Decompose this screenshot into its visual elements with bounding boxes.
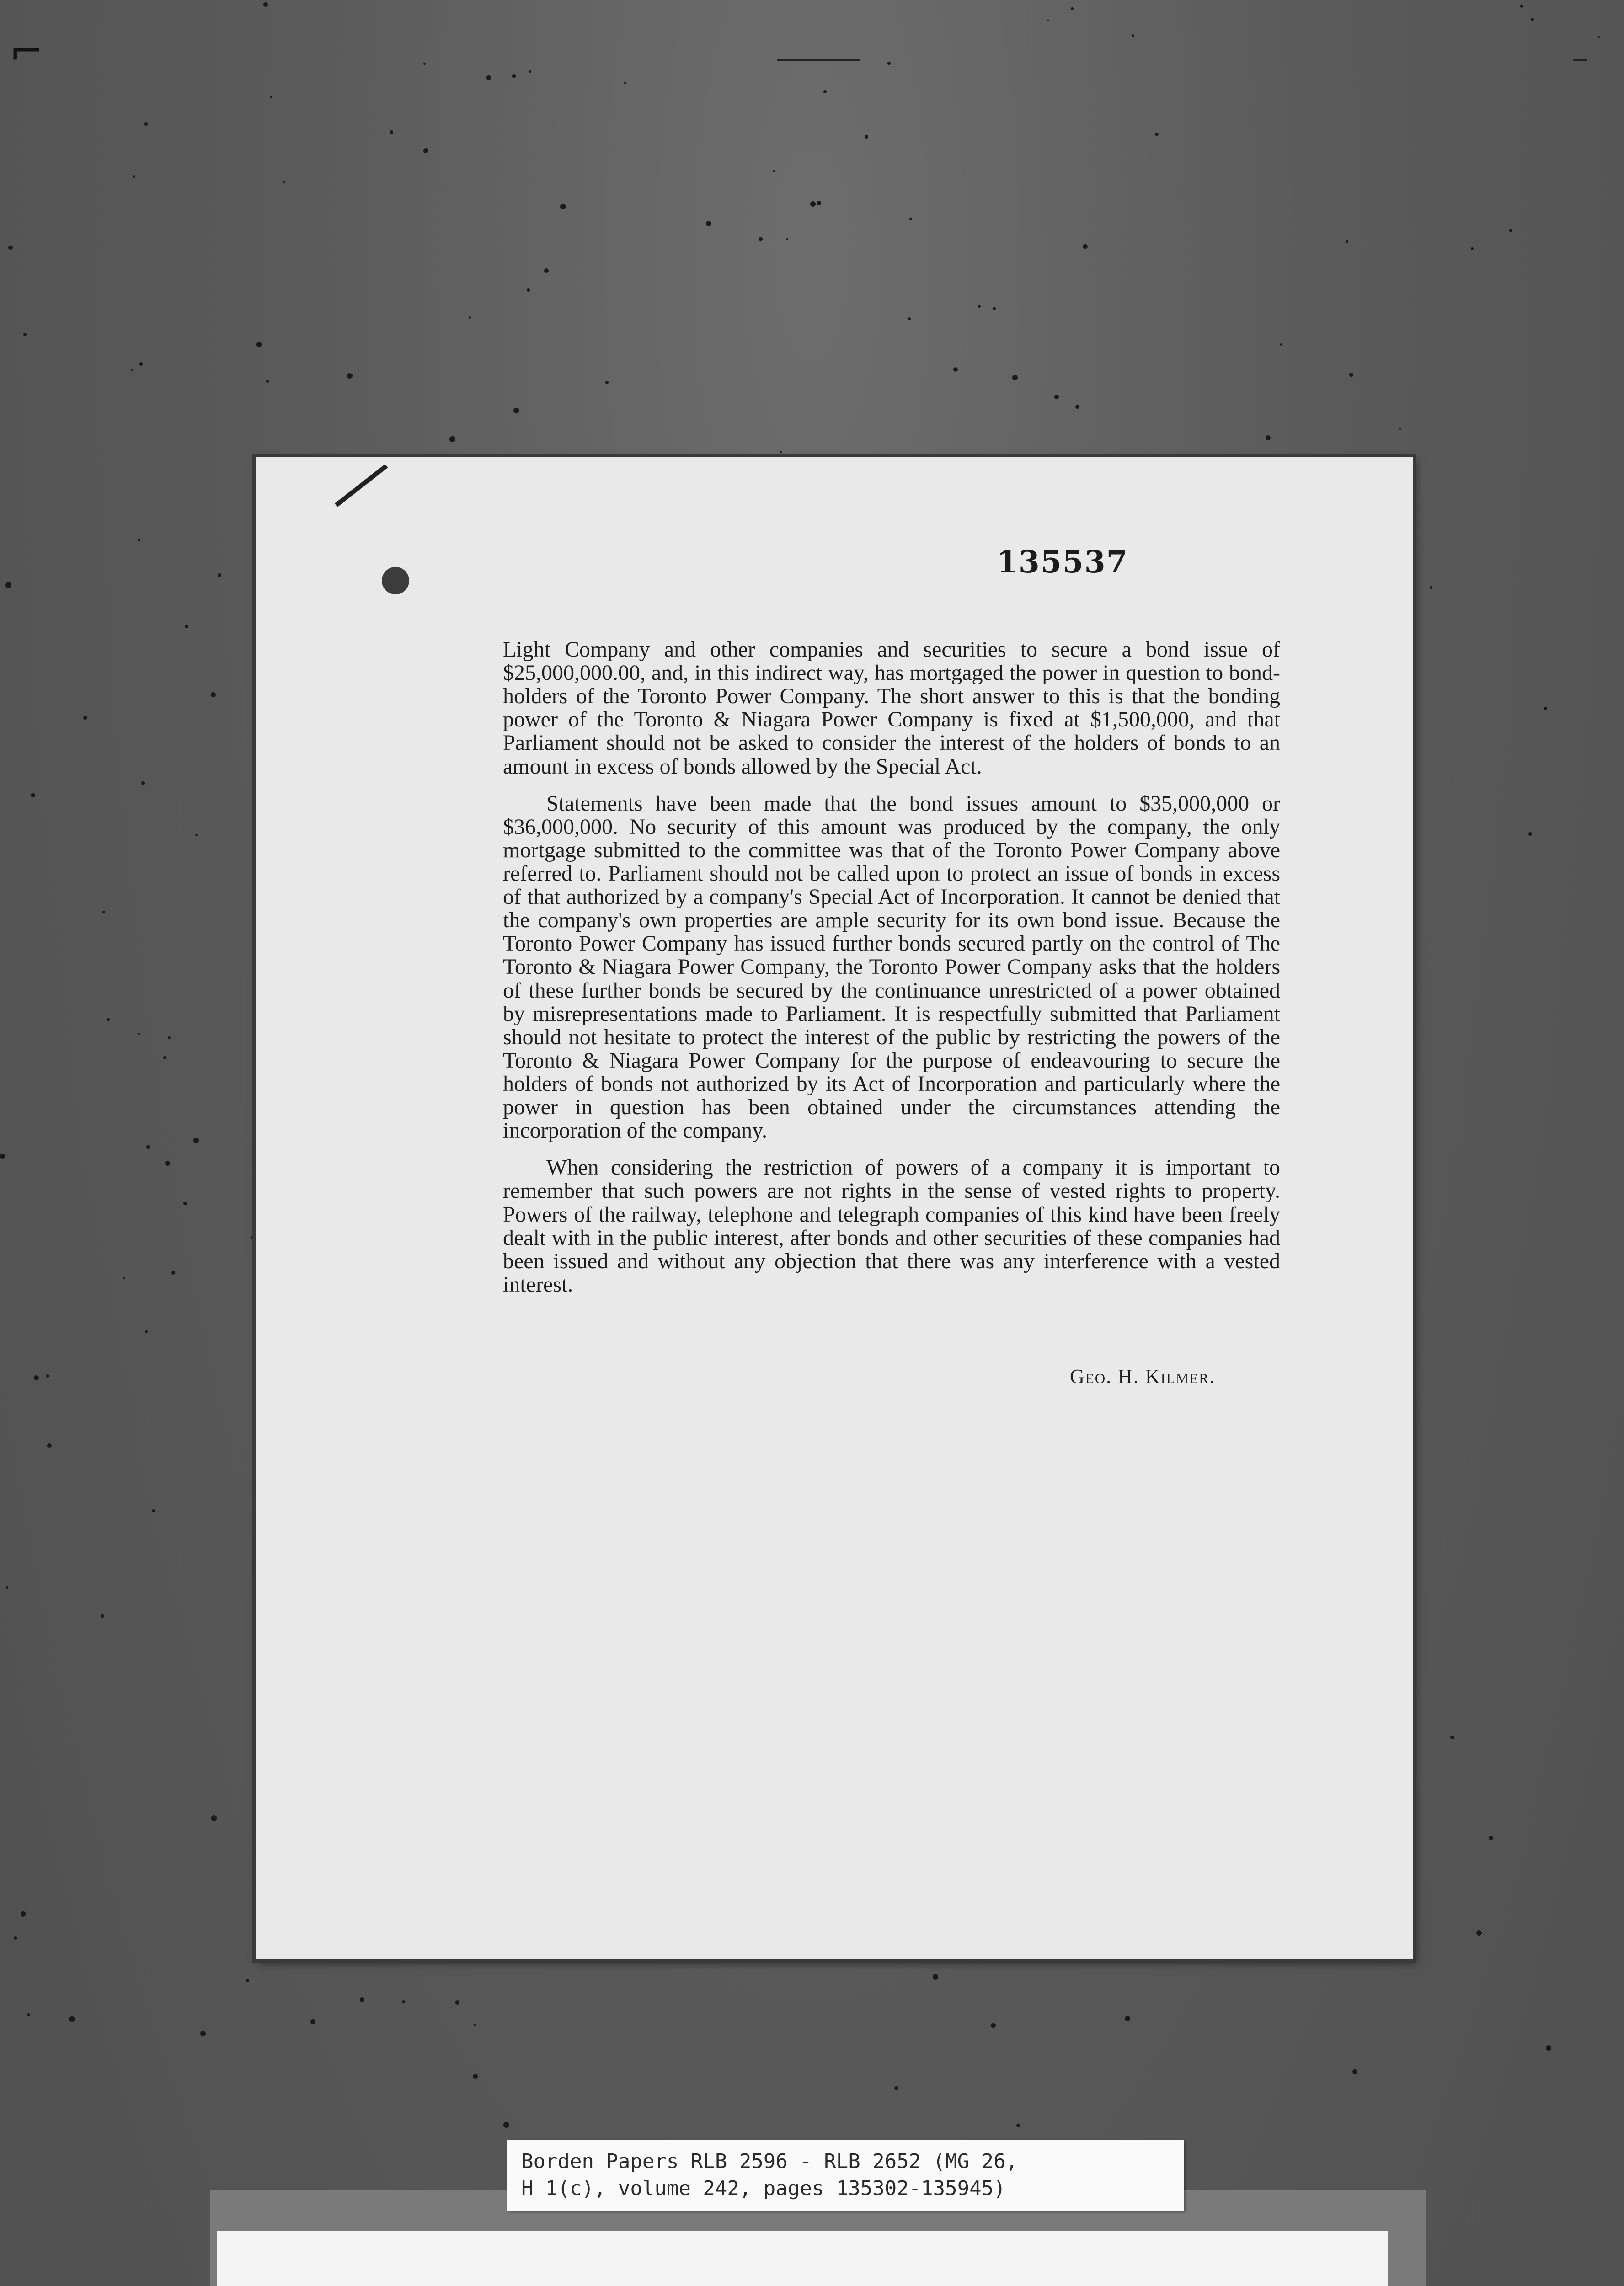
film-speck — [1450, 1736, 1454, 1739]
film-speck — [1266, 435, 1271, 440]
film-speck — [908, 317, 911, 321]
film-speck — [256, 342, 262, 347]
film-speck — [101, 1614, 104, 1618]
film-speck — [5, 582, 11, 588]
film-speck — [8, 246, 13, 250]
film-speck — [759, 237, 762, 241]
film-speck — [706, 221, 711, 226]
film-speck — [605, 381, 609, 384]
film-speck — [266, 380, 269, 383]
film-speck — [449, 436, 455, 442]
film-speck — [31, 793, 35, 798]
film-speck — [1509, 229, 1512, 232]
film-speck — [1122, 1961, 1124, 1963]
film-speck — [1016, 2124, 1020, 2127]
film-speck — [310, 2019, 315, 2024]
film-speck — [1054, 395, 1059, 399]
film-speck — [933, 1974, 939, 1980]
film-speck — [23, 333, 27, 336]
film-speck — [141, 781, 145, 785]
film-speck — [123, 1277, 125, 1279]
film-speck — [133, 175, 135, 178]
film-speck — [211, 692, 216, 697]
film-speck — [1528, 832, 1532, 836]
film-speck — [909, 218, 912, 220]
film-speck — [402, 2000, 405, 2003]
film-speck — [246, 1979, 249, 1982]
film-speck — [263, 2, 268, 7]
film-speck — [1083, 244, 1088, 249]
film-speck — [455, 2000, 460, 2005]
film-speck — [1476, 1930, 1482, 1936]
film-edge-mark — [777, 59, 860, 61]
film-speck — [1544, 707, 1547, 710]
film-speck — [102, 911, 105, 913]
film-speck — [810, 201, 816, 207]
film-speck — [283, 181, 285, 183]
film-speck — [469, 316, 471, 319]
film-speck — [200, 2031, 206, 2036]
film-speck — [993, 307, 996, 310]
film-speck — [1346, 240, 1348, 243]
film-speck — [1132, 34, 1134, 37]
film-speck — [865, 135, 868, 139]
film-speck — [773, 170, 775, 172]
film-speck — [171, 1271, 175, 1275]
film-speck — [183, 1202, 187, 1205]
film-speck — [1075, 405, 1079, 409]
film-edge-mark — [1573, 59, 1587, 61]
film-speck — [195, 834, 198, 836]
paragraph-2: Statements have been made that the bond issues amount to $35,000,000 or $36,000,000. No security of this amount was produced by the company, the only mortgage submitted to the committee was that of the Toronto Power Company above referred to. Parliament should not be called upon to protect an issue of bonds in excess of that authorized by a company's Special Act of Incorporation. It cannot be denied that the company's own properties are ample security for its own bond issue. Because the Toronto Power Company has issued further bonds secured partly on the control of The Toronto & Niagara Power Company, the Toronto Power Company asks that the holders of these further bonds be secured by the continuance unrestricted of a power obtained by misrepresentations made to Parliament. It is respectfully submitted that Parliament should not hesitate to protect the interest of the public by restricting the powers of the Toronto & Niagara Power Company for the purpose of endeavouring to secure the holders of bonds not authorized by its Act of Incorporation and particularly where the power in question has been obtained under the circumstances attending the incorporation of the company. — [503, 791, 1280, 1143]
film-speck — [503, 2122, 509, 2128]
film-speck — [560, 204, 566, 209]
film-speck — [544, 268, 549, 273]
film-speck — [894, 2086, 898, 2090]
paragraph-1: Light Company and other companies and securities to secure a bond issue of $25,000,000.00, and, in this indirect way, has mortgaged the power in question to bond-holders of the Toronto Power Company. The short answer to this is that the bonding power of the Toronto & Niagara Power Company is fixed at $1,500,000, and that Parliament should not be asked to consider the interest of the holders of bonds to an amount in excess of bonds allowed by the Special Act. — [503, 637, 1280, 779]
film-speck — [185, 625, 188, 628]
film-speck — [83, 716, 87, 720]
film-corner-mark: ⌐ — [9, 27, 44, 75]
film-speck — [21, 1911, 26, 1917]
film-speck — [193, 1138, 199, 1143]
film-speck — [165, 1161, 170, 1166]
reference-line-1: Borden Papers RLB 2596 - RLB 2652 (MG 26, — [521, 2150, 1018, 2173]
archives-card — [217, 2231, 1388, 2286]
film-speck — [513, 408, 519, 413]
film-speck — [1531, 18, 1534, 21]
paragraph-3: When considering the restriction of powers of a company it is important to remember that such powers are not rights in the sense of vested rights to property. Powers of the railway, telephone and telegraph companies of this kind have been freely dealt with in the public interest, after bonds and other securities of these companies had been issued and without any objection that there was any interference with a vested interest. — [503, 1155, 1280, 1297]
film-speck — [473, 2074, 478, 2079]
film-speck — [69, 2016, 75, 2022]
film-speck — [1546, 2045, 1551, 2051]
film-speck — [347, 373, 353, 379]
film-speck — [390, 130, 393, 134]
film-speck — [991, 2023, 995, 2028]
page-number: 135537 — [997, 544, 1128, 580]
film-speck — [270, 96, 272, 98]
film-speck — [512, 74, 516, 78]
film-speck — [47, 1443, 52, 1448]
film-speck — [529, 70, 531, 73]
film-speck — [978, 305, 980, 308]
film-speck — [138, 1033, 140, 1035]
film-speck — [360, 1997, 364, 2002]
film-speck — [786, 238, 788, 240]
film-speck — [474, 2024, 476, 2026]
film-speck — [1349, 373, 1353, 376]
film-speck — [34, 1375, 39, 1380]
film-speck — [144, 122, 148, 126]
film-speck — [1071, 7, 1074, 10]
film-speck — [163, 1056, 166, 1059]
film-speck — [145, 1330, 148, 1333]
film-speck — [486, 75, 491, 80]
film-speck — [527, 288, 530, 292]
reference-label — [508, 2140, 1184, 2211]
film-speck — [168, 1036, 171, 1039]
film-speck — [139, 362, 143, 365]
film-speck — [107, 1018, 110, 1021]
film-speck — [817, 201, 821, 205]
film-speck — [218, 573, 221, 577]
film-speck — [211, 1815, 217, 1821]
film-speck — [6, 1586, 8, 1589]
punch-hole — [382, 567, 409, 594]
document-body — [503, 638, 1280, 1310]
film-speck — [1399, 428, 1401, 430]
film-speck — [1047, 20, 1049, 21]
film-speck — [0, 1154, 5, 1159]
film-speck — [1520, 5, 1523, 8]
film-speck — [1155, 133, 1158, 136]
film-speck — [780, 451, 781, 453]
film-speck — [1430, 586, 1432, 589]
reference-line-2: H 1(c), volume 242, pages 135302-135945) — [521, 2177, 1006, 2201]
film-speck — [1489, 1836, 1493, 1840]
film-speck — [887, 62, 891, 65]
film-speck — [823, 90, 827, 94]
film-speck — [46, 1374, 49, 1378]
film-speck — [423, 63, 426, 65]
film-speck — [146, 1145, 150, 1148]
film-speck — [14, 1936, 17, 1940]
film-speck — [953, 367, 958, 372]
film-speck — [423, 148, 428, 153]
film-speck — [1471, 247, 1474, 250]
film-speck — [624, 82, 626, 84]
film-speck — [1280, 343, 1282, 346]
signature: Geo. H. Kilmer. — [1070, 1365, 1216, 1388]
film-speck — [138, 539, 140, 541]
film-speck — [152, 1509, 155, 1512]
film-speck — [251, 1236, 254, 1239]
film-speck — [27, 2013, 31, 2017]
film-speck — [1012, 375, 1018, 380]
film-speck — [1125, 2016, 1130, 2021]
film-speck — [1352, 2069, 1357, 2074]
film-speck — [131, 369, 133, 371]
film-speck — [1598, 36, 1600, 38]
